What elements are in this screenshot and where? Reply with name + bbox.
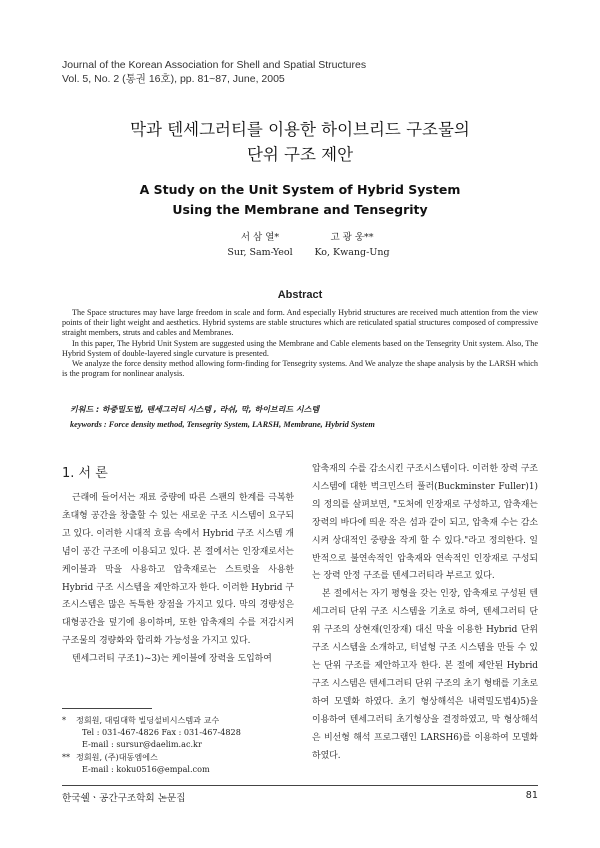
body-paragraph: 텐세그러티 구조1)~3)는 케이블에 장력을 도입하여 [72,654,272,665]
title-korean-line1: 막과 텐세그러티를 이용한 하이브리드 구조물의 [130,120,470,139]
left-column [62,490,294,669]
section-heading: 1. 서 론 [62,466,108,481]
footnote-line: ** 정회원, (주)대동엠에스 [62,751,158,762]
title-english-line1: A Study on the Unit System of Hybrid System [139,182,461,197]
title-korean-line2: 단위 구조 제안 [246,145,354,164]
footnote-marker: * [62,715,67,725]
author-2 [272,230,432,260]
title-english [0,180,600,220]
author-1-name-kr: 서 삼 열* [240,232,280,243]
right-column [312,461,538,765]
abstract-body [62,308,538,379]
body-paragraph: 근래에 들어서는 재료 중량에 따른 스팬의 한계를 극복한 초대형 공간을 창출할 수 있는 새로운 구조 시스템이 요구되고 있다. 이러한 시대적 흐름 속에서 Hybrid 구조 시스템 개념이 공간 구조에 이용되고 있다. 본 절에서는 인장재로서는 케이블과 막을 사용하고 압축재로는 스트럿을 사용한 Hybrid 구조 시스템을 제안하고자 한다. 이러한 Hybrid 구조시스템은 많은 독특한 장점을 가지고 있다. 막의 경량성은 대형공간을 덮기에 용이하며, 또한 압축재의 수를 저감시켜 구조물의 경량화와 합리화 가능성을 가지고 있다. [62,493,294,647]
author-2-name-kr: 고 광 웅** [330,232,374,243]
footer-journal: 한국쉘ㆍ공간구조학회 논문집 [62,793,186,804]
body-paragraph: 압축재의 수를 감소시킨 구조시스템이다. 이러한 장력 구조 시스템에 대한 벅크민스터 풀러(Buckminster Fuller)1)의 정의를 살펴보면, "도처에 인장재로 구성하고, 압축재는 장력의 바다에 띄운 작은 섬과 같이 되고, 압축재 수는 감소시켜 상대적인 중량을 작게 할 수 있다."라고 정의한다. 일반적으로 불연속적인 압축재와 연속적인 인장재로 구성되는 장력 안정 구조를 텐세그러티라 부르고 있다. [312,464,538,582]
keywords-english: keywords : Force density method, Tensegrity System, LARSH, Membrane, Hybrid System [70,420,375,429]
abstract-paragraph: In this paper, The Hybrid Unit System are suggested using the Membrane and Cable elements based on the Tensegrity Unit system. Also, The Hybrid System of double-layered single curvature is presented. [62,338,538,358]
footnote-rule [62,708,152,709]
keywords-korean: 키워드 : 하중밀도법, 텐세그러티 시스템 , 라쉬, 막, 하이브리드 시스템 [70,405,320,414]
footer-rule [62,785,538,786]
journal-header [62,58,542,86]
author-1-name-en: Sur, Sam-Yeol [227,247,293,258]
body-paragraph: 본 절에서는 자기 평형을 갖는 인장, 압축재로 구성된 텐세그러티 단위 구조 시스템을 기초로 하여, 텐세그러티 단위 구조의 상현재(인장재) 대신 막을 이용한 Hybrid 단위 구조 시스템을 소개하고, 터널형 구조 시스템을 만들 수 있는 단위 구조를 제안하고자 한다. 본 절에 제안된 Hybrid 구조 시스템은 텐세그러티 단위 구조의 초기 형태를 기초로 하여 모델화 하였다. 초기 형상해석은 내력밀도법4)5)을 이용하여 텐세그러티 초기형상을 결정하였고, 막 형상해석은 비선형 해석 프로그램인 LARSH6)를 이용하여 모델화하였다. [312,589,538,761]
footnote-line: E-mail : koku0516@empal.com [82,763,210,774]
journal-name: Journal of the Korean Association for Shell and Spatial Structures [62,59,367,71]
journal-issue: Vol. 5, No. 2 (통권 16호), pp. 81~87, June, 2005 [62,73,285,85]
abstract-paragraph: The Space structures may have large freedom in scale and form. And especially Hybrid structures are received much attention from the view points of their light weight and aesthetics. Hybrid systems are stable structures which are reticulated spatial structures composed of compressive straight members, struts and cables and Membranes. [62,308,538,338]
author-2-name-en: Ko, Kwang-Ung [314,247,390,258]
page-number: 81 [525,790,538,801]
abstract-paragraph: We analyze the force density method allowing form-finding for Tensegrity systems. And We analyze the shape analysis by the LARSH which is the program for nonlinear analysis. [62,359,538,379]
footnote-line: * 정회원, 대림대학 빌딩설비시스템과 교수 [62,715,220,725]
abstract-heading: Abstract [277,289,323,301]
footnote-line: Tel : 031-467-4826 Fax : 031-467-4828 [82,727,241,738]
footnote-line: E-mail : sursur@daelim.ac.kr [82,739,202,750]
title-english-line2: Using the Membrane and Tensegrity [172,202,428,217]
title-korean [0,117,600,167]
footnote-marker: ** [62,751,71,762]
footnotes [62,714,307,775]
